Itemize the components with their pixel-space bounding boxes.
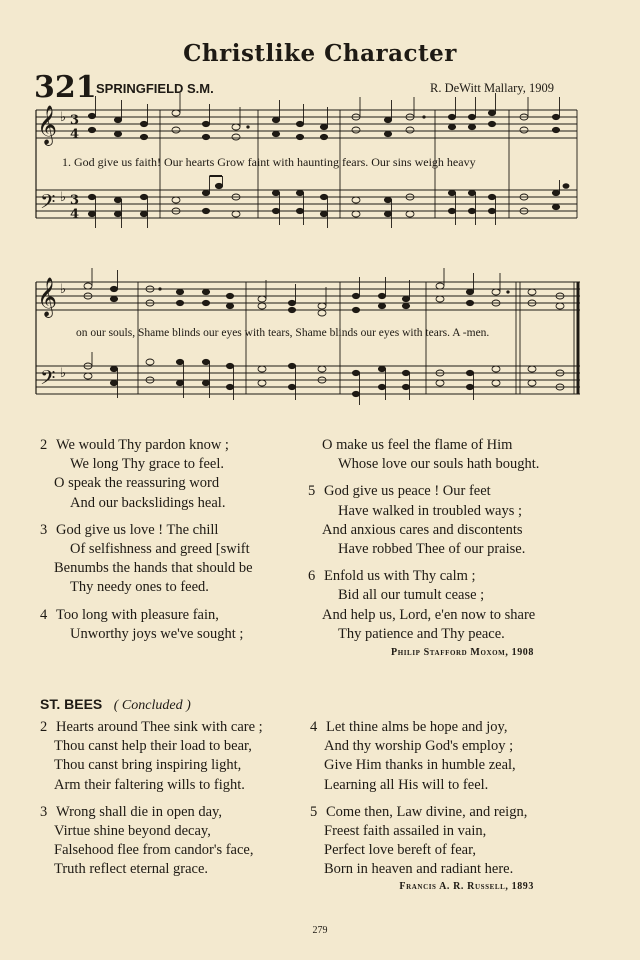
verse-line: Have walked in troubled ways ; [338, 502, 523, 519]
note [140, 104, 147, 140]
verse-line: Virtue shine beyond decay, [54, 823, 211, 840]
note [84, 268, 92, 299]
verse-5 [308, 482, 539, 559]
verse-line: And thy worship God's employ ; [324, 738, 514, 755]
composer-credit: R. DeWitt Mallary, 1909 [429, 81, 554, 95]
note [448, 97, 455, 130]
st-bees-author: Francis A. R. Russell, 1893 [399, 881, 534, 892]
time-signature: 3 [70, 113, 80, 128]
verse-line: Give Him thanks in humble zeal, [324, 757, 516, 774]
note [232, 107, 249, 140]
note [202, 176, 222, 214]
note [110, 270, 117, 302]
verse-line: Too long with pleasure fain, [56, 606, 219, 623]
note [258, 366, 266, 386]
note [202, 289, 209, 305]
music-score [0, 0, 640, 420]
note [226, 293, 233, 308]
verse-number: 3 [40, 521, 48, 538]
verse-6 [308, 567, 539, 644]
verse-line: Let thine alms be hope and joy, [326, 719, 508, 735]
verse-line: Of selfishness and greed [swift [70, 541, 250, 558]
st-bees-verses-left [40, 718, 263, 888]
note [318, 366, 326, 383]
verse-number: 3 [40, 803, 48, 820]
verse-line: Arm their faltering wills to fight. [54, 776, 245, 793]
verse-number: 2 [40, 719, 48, 735]
st-bees-title: ST. BEES [40, 696, 103, 712]
st-bees-verse-2 [40, 718, 263, 795]
verse-line: God give us love ! The chill [56, 521, 219, 538]
music-lyrics-line-2: on our souls, Shame blinds our eyes with tears, Shame blinds our eyes with tears. A -men. [76, 327, 490, 339]
verse-line: And help us, Lord, e'en now to share [322, 606, 536, 623]
note [468, 190, 475, 225]
verse-line: God give us peace ! Our feet [324, 483, 491, 500]
note [318, 287, 326, 316]
note [466, 273, 473, 306]
note [406, 97, 425, 133]
note [552, 97, 559, 133]
note [468, 97, 475, 130]
verse-line: Have robbed Thee of our praise. [338, 541, 526, 558]
verse-number: 2 [40, 437, 48, 453]
note [202, 104, 209, 140]
note [352, 370, 359, 405]
clefs [37, 105, 79, 394]
st-bees-note: ( Concluded ) [113, 698, 191, 713]
hymn-number: 321 [34, 70, 97, 105]
note [466, 370, 473, 400]
note [226, 363, 233, 400]
verse-line: And anxious cares and discontents [322, 521, 523, 538]
note [296, 104, 303, 140]
verse-line: Truth reflect eternal grace. [54, 861, 209, 878]
note [176, 359, 183, 398]
note [202, 359, 209, 398]
note [552, 180, 569, 210]
note [146, 359, 154, 383]
verse-2 [40, 436, 253, 513]
music-lyrics-line-1: 1. God give us faith! Our hearts Grow faint with haunting fears. Our sins weigh heavy [62, 155, 476, 169]
flat-icon: ♭ [60, 190, 67, 205]
note [556, 293, 564, 309]
flat-icon: ♭ [60, 282, 67, 297]
note [528, 366, 536, 386]
note [176, 289, 183, 305]
verse-line: Freest faith assailed in vain, [324, 823, 487, 840]
verse-4-continued [308, 436, 539, 474]
note [288, 284, 295, 313]
note [172, 93, 180, 133]
note [402, 370, 409, 400]
verse-number: 5 [308, 483, 316, 500]
st-bees-verses-right [310, 718, 527, 888]
time-signature: 3 [70, 193, 80, 208]
note [448, 190, 455, 225]
verse-line: Born in heaven and radiant here. [324, 861, 514, 878]
note [520, 97, 528, 133]
verse-line: We would Thy pardon know ; [56, 437, 229, 453]
note [492, 366, 500, 386]
hymn-author: Philip Stafford Moxom, 1908 [390, 647, 534, 658]
flat-icon: ♭ [60, 366, 67, 381]
hymn-verses-left [40, 436, 253, 652]
st-bees-verse-4 [310, 718, 527, 795]
verse-number: 4 [40, 606, 48, 623]
verse-line: Whose love our souls hath bought. [338, 456, 540, 473]
verse-line: O speak the reassuring word [54, 475, 220, 492]
verse-line: Benumbs the hands that should be [54, 560, 253, 577]
verse-line: Learning all His will to feel. [324, 776, 489, 793]
note [436, 268, 444, 302]
verse-line: Wrong shall die in open day, [56, 803, 222, 820]
treble-clef-icon: 𝄞 [37, 277, 58, 317]
note [88, 96, 95, 133]
time-signature: 4 [70, 207, 80, 222]
verse-3 [40, 521, 253, 598]
verse-4 [40, 606, 253, 644]
section-title: Christlike Character [183, 40, 457, 67]
st-bees-verse-5 [310, 803, 527, 880]
verse-line: Thy needy ones to feed. [70, 579, 209, 596]
st-bees-heading [40, 696, 191, 714]
note [402, 280, 409, 309]
st-bees-verse-3 [40, 803, 263, 880]
note [320, 107, 327, 140]
verse-line: Thy patience and Thy peace. [338, 625, 505, 642]
note [378, 366, 385, 400]
note [352, 197, 360, 217]
treble-clef-icon: 𝄞 [37, 105, 58, 145]
verse-line: O make us feel the flame of Him [322, 437, 513, 453]
note [528, 289, 536, 306]
verse-line: Thou canst bring inspiring light, [54, 757, 242, 774]
bass-clef-icon: 𝄢 [40, 366, 56, 394]
verse-line: Come then, Law divine, and reign, [326, 803, 528, 820]
verse-line: Thou canst help their load to bear, [54, 738, 252, 755]
verse-line: Falsehood flee from candor's face, [54, 842, 254, 859]
verse-line: Bid all our tumult cease ; [338, 587, 485, 604]
note [110, 366, 117, 398]
hymn-verses-right [308, 436, 539, 652]
note [384, 197, 391, 228]
note [84, 352, 92, 379]
verse-line: Perfect love bereft of fear, [324, 842, 476, 859]
page-number: 279 [312, 925, 328, 936]
flat-icon: ♭ [60, 110, 67, 125]
verse-line: And our backslidings heal. [70, 494, 226, 511]
verse-line: We long Thy grace to feel. [70, 456, 224, 473]
note [296, 190, 303, 225]
verse-number: 4 [310, 719, 318, 735]
bass-clef-icon: 𝄢 [40, 190, 56, 218]
note [258, 280, 266, 309]
verse-number: 5 [310, 803, 318, 820]
verse-line: Hearts around Thee sink with care ; [56, 719, 263, 735]
note [436, 370, 444, 386]
verse-line: Unworthy joys we've sought ; [70, 625, 244, 642]
note [488, 194, 495, 225]
note [352, 97, 360, 133]
note [114, 197, 121, 228]
verse-number: 6 [308, 568, 316, 585]
note [272, 190, 279, 225]
note [492, 273, 509, 306]
note [288, 363, 295, 400]
verse-line: Enfold us with Thy calm ; [324, 568, 476, 585]
tune-name: SPRINGFIELD S.M. [96, 81, 214, 96]
time-signature: 4 [70, 127, 80, 142]
